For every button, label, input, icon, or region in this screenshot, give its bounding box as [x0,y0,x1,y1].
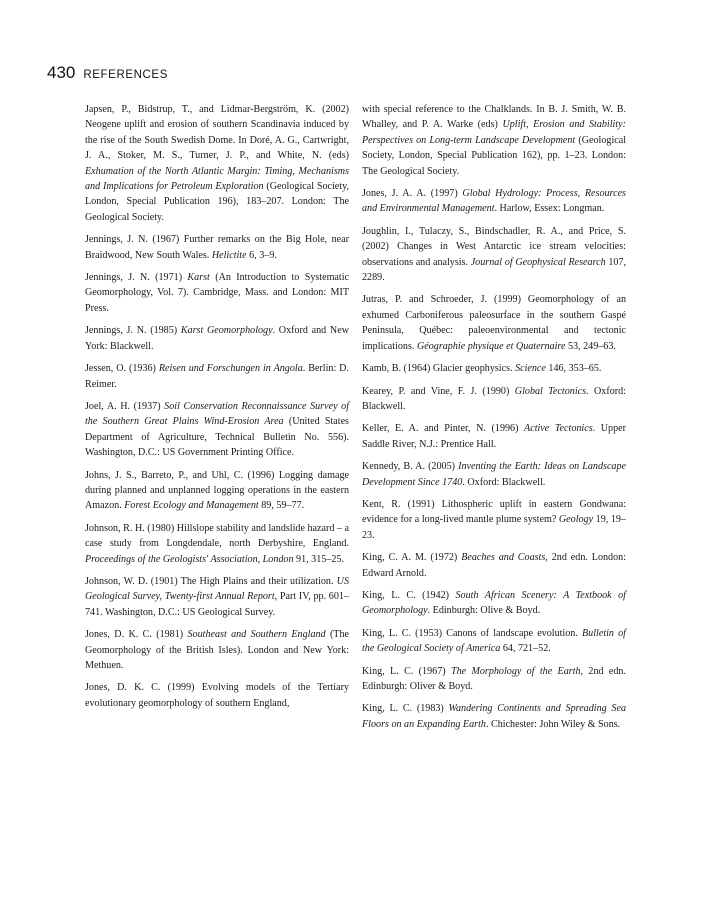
reference-entry [362,384,626,415]
reference-title-italic: Geology [558,514,594,526]
reference-title-italic: Soil Conservation Reconnaissance Survey of the Southern Great Plains Wind-Erosion Area [85,400,350,428]
reference-text: . Upper Saddle River, N.J.: Prentice Hall. [362,423,626,450]
reference-text: , 2nd edn. Edinburgh: Oliver & Boyd. [362,665,626,692]
reference-text: . Oxford: Blackwell. [462,476,546,488]
reference-title-italic: Karst [187,272,210,284]
reference-entry [362,701,626,732]
reference-text: Jones, J. A. A. (1997) [362,188,463,200]
reference-entry [85,680,349,711]
reference-text: Jennings, J. N. (1967) Further remarks on the Big Hole, near Braidwood, New South Wales. [85,234,349,261]
reference-text: Jessen, O. (1936) [85,363,159,375]
reference-entry [362,224,626,286]
reference-text: (Geological Society, London, Special Publication 162), pp. 1–23. London: The Geological Society. [362,134,627,177]
reference-text: King, L. C. (1953) Canons of landscape evolution. [362,627,583,639]
reference-title-italic: Southeast and Southern England [187,629,326,641]
reference-text: Jones, D. K. C. (1999) Evolving models of the Tertiary evolutionary geomorphology of southern England, [85,682,349,709]
reference-title-italic: Uplift, Erosion and Stability: Perspectives on Long-term Landscape Development [362,119,626,146]
page-number: 430 [47,63,76,82]
reference-entry [362,626,626,657]
reference-text: Kent, R. (1991) Lithospheric uplift in eastern Gondwana: evidence for a long-lived mantle plume system? [362,498,626,526]
reference-title-italic: Reisen und Forschungen in Angola [158,363,303,375]
reference-title-italic: Bulletin of the Geological Society of America [362,627,626,655]
reference-entry [85,627,349,673]
reference-entry [362,361,626,376]
reference-text: King, L. C. (1942) [362,589,456,601]
reference-entry [362,664,626,695]
reference-text: 89, 59–77. [258,500,305,512]
reference-text: , Part IV, pp. 601–741. Washington, D.C.: US Geological Survey. [85,591,349,618]
running-header [47,63,168,83]
reference-entry [362,550,626,581]
reference-text: Joughlin, I., Tulaczy, S., Bindschadler, R. A., and Price, S. (2002) Changes in West Antarctic ice stream velocities: observations and analysis. [362,225,626,268]
reference-text: Jennings, J. N. (1971) [85,272,188,284]
reference-column-left [85,102,349,718]
reference-text: Kamb, B. (1964) Glacier geophysics. [362,363,516,375]
reference-text: . Chichester: John Wiley & Sons. [485,718,621,730]
reference-entry [85,361,349,392]
reference-text: 19, 19–23. [362,514,626,541]
reference-title-italic: Beaches and Coasts [461,552,546,564]
reference-text: King, C. A. M. (1972) [362,552,462,564]
reference-text: Jutras, P. and Schroeder, J. (1999) Geomorphology of an exhumed Carboniferous paleosurface in the southern Gaspé Peninsula, Québec: paleoenvironmental and tectonic implications. [362,294,626,352]
reference-title-italic: Science [515,363,546,375]
reference-entry [85,574,349,620]
reference-column-right [362,102,626,739]
reference-entry [85,102,349,225]
reference-entry [362,186,626,217]
reference-text: . Berlin: D. Reimer. [85,363,349,390]
reference-text: . Oxford and New York: Blackwell. [85,325,349,352]
reference-text: Japsen, P., Bidstrup, T., and Lidmar-Bergström, K. (2002) Neogene uplift and erosion of southern Scandinavia induced by the rise of the South Swedish Dome. In Doré, A. G., Cartwright, J. A., Stoker, M. S., Turner, J. P., and White, N. (eds) [85,104,349,162]
reference-text: Jones, D. K. C. (1981) [85,629,188,641]
reference-title-italic: Global Tectonics [514,385,587,397]
reference-text: Kennedy, B. A. (2005) [362,461,459,473]
reference-text: King, L. C. (1967) [362,665,451,677]
reference-title-italic: Inventing the Earth: Ideas on Landscape Development Since 1740 [362,461,626,488]
reference-text: 91, 315–25. [293,553,344,565]
reference-text: . Oxford: Blackwell. [362,385,626,412]
reference-entry [362,292,626,354]
reference-text: (The Geomorphology of the British Isles). London and New York: Methuen. [85,629,349,671]
section-title: REFERENCES [83,69,168,81]
reference-entry [85,468,349,514]
reference-title-italic: South African Scenery: A Textbook of Geomorphology [362,589,626,617]
reference-text: (An Introduction to Systematic Geomorphology, Vol. 7). Cambridge, Mass. and London: MIT Press. [85,272,349,314]
reference-text: (Geological Society, London, Special Publication 196), 183–207. London: The Geological Society. [85,181,349,223]
reference-entry [85,270,349,316]
reference-text: , 2nd edn. London: Edward Arnold. [362,552,627,579]
reference-title-italic: US Geological Survey, Twenty-first Annual Report [85,575,349,603]
reference-text: (United States Department of Agriculture, Technical Bulletin No. 556). Washington, D.C.: US Government Printing Office. [85,416,349,459]
reference-title-italic: Exhumation of the North Atlantic Margin: Timing, Mechanisms and Implications for Petroleum Exploration [85,165,349,193]
reference-title-italic: Karst Geomorphology [180,325,273,337]
reference-title-italic: Active Tectonics [524,423,593,435]
reference-entry [85,232,349,263]
reference-text: 146, 353–65. [545,363,602,375]
reference-text: King, L. C. (1983) [362,703,449,715]
reference-text: Jennings, J. N. (1985) [85,325,181,337]
reference-entry [85,399,349,461]
reference-text: Joel, A. H. (1937) [85,400,165,412]
reference-title-italic: Journal of Geophysical Research [470,256,606,268]
reference-text: . Edinburgh: Olive & Boyd. [427,605,541,617]
reference-text: Johns, J. S., Barreto, P., and Uhl, C. (1996) Logging damage during planned and unplanned logging operations in the eastern Amazon. [85,469,349,512]
reference-text: 107, 2289. [362,256,627,284]
reference-title-italic: Wandering Continents and Spreading Sea Floors on an Expanding Earth [362,703,626,730]
reference-text: Kearey, P. and Vine, F. J. (1990) [362,385,515,397]
reference-title-italic: Helictite [211,249,247,261]
reference-title-italic: The Morphology of the Earth [450,665,581,677]
reference-title-italic: Forest Ecology and Management [124,500,259,512]
reference-entry [85,323,349,354]
reference-entry [362,421,626,452]
reference-text: 53, 249–63. [565,340,616,352]
reference-entry [362,497,626,543]
reference-text: with special reference to the Chalklands. In B. J. Smith, W. B. Whalley, and P. A. Warke (eds) [362,104,626,131]
reference-text: Johnson, W. D. (1901) The High Plains and their utilization. [85,575,337,587]
reference-text: 6, 3–9. [246,249,277,261]
reference-title-italic: Proceedings of the Geologists' Association, London [85,553,294,565]
reference-text: 64, 721–52. [500,643,551,655]
reference-entry [362,588,626,619]
reference-entry [85,521,349,567]
reference-entry [362,459,626,490]
reference-text: Keller, E. A. and Pinter, N. (1996) [362,423,525,435]
reference-title-italic: Global Hydrology: Process, Resources and Environmental Management [362,188,626,215]
reference-text: Johnson, R. H. (1980) Hillslope stability and landslide hazard – a case study from Longdendale, north Derbyshire, England. [85,522,349,550]
reference-entry [362,102,626,179]
reference-title-italic: Géographie physique et Quaternaire [416,340,566,352]
reference-text: . Harlow, Essex: Longman. [494,203,605,215]
